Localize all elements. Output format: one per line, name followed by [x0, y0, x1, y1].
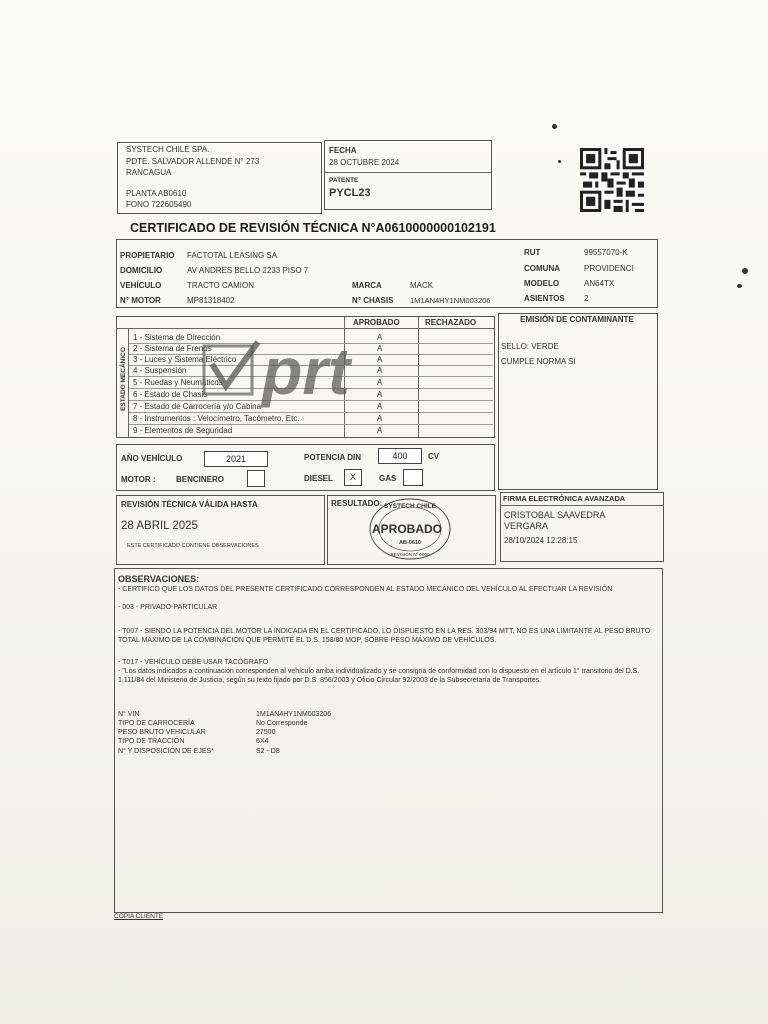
stamp-bottom-text: REVISIÓN Nº 0000 — [390, 552, 430, 557]
result-value: APROBADO — [372, 522, 443, 536]
domicilio-label: DOMICILIO — [120, 266, 163, 275]
mech-item-mark: A — [377, 355, 383, 364]
mech-item-mark: A — [377, 378, 383, 387]
emission-title: EMISIÓN DE CONTAMINANTE — [520, 315, 634, 324]
modelo-value: AN64TX — [584, 279, 615, 288]
motor-value: MP81318402 — [187, 296, 235, 305]
observations-title: OBSERVACIONES: — [118, 574, 200, 584]
observation-line: - 003 - PRIVADO-PARTICULAR — [118, 604, 218, 611]
rut-label: RUT — [524, 248, 541, 257]
detail-label: N° VIN — [118, 711, 140, 718]
modelo-label: MODELO — [524, 279, 560, 288]
detail-value: S2 - D8 — [256, 748, 280, 755]
anio-value: 2021 — [204, 451, 268, 467]
mech-item-mark: A — [377, 426, 383, 435]
detail-value: 1M1AN4HY1NM003206 — [256, 711, 332, 718]
mech-item-label: 4 - Suspensión — [133, 366, 187, 375]
observations-box — [114, 568, 663, 913]
emission-box — [498, 313, 658, 490]
company-city: RANCAGUA — [126, 168, 172, 177]
signature-name-2: VERGARA — [504, 521, 549, 531]
aprobado-header: APROBADO — [353, 318, 400, 327]
motor-type-label: MOTOR : — [121, 475, 156, 484]
mech-item-label: 3 - Luces y Sistema Eléctrico — [133, 355, 237, 364]
prt-logo-text: prt — [262, 336, 350, 408]
gas-checkbox — [403, 469, 423, 486]
mech-item-mark: A — [377, 333, 383, 342]
divider — [324, 172, 491, 173]
marca-label: MARCA — [352, 281, 382, 290]
validity-note: ESTE CERTIFICADO CONTIENE OBSERVACIONES — [127, 543, 259, 549]
potencia-label: POTENCIA DIN — [304, 453, 362, 462]
diesel-label: DIESEL — [304, 474, 333, 483]
anio-label: AÑO VEHÍCULO — [121, 454, 183, 463]
rut-value: 99557070-K — [584, 248, 628, 257]
mech-item-label: 7 - Estado de Carrocería y/o Cabina — [133, 402, 262, 411]
mech-item-mark: A — [377, 414, 383, 423]
divider — [129, 424, 493, 425]
asientos-label: ASIENTOS — [524, 294, 565, 303]
domicilio-value: AV ANDRES BELLO 2233 PISO 7 — [187, 266, 309, 275]
marca-value: MACK — [410, 281, 434, 290]
chasis-label: N° CHASIS — [352, 296, 394, 305]
qr-code-icon — [580, 148, 644, 212]
mech-item-label: 5 - Ruedas y Neumáticos — [133, 378, 223, 387]
bencinero-label: BENCINERO — [176, 475, 225, 484]
prt-logo-icon — [202, 336, 408, 408]
mech-item-label: 9 - Elementos de Seguridad — [133, 426, 233, 435]
observation-line: - T007 - SIENDO LA POTENCIA DEL MOTOR LA INDICADA EN EL CERTIFICADO, LO DISPUESTO EN LA RES. 303/94 MTT, NO ES UNA LIMITANTE AL PESO BRUTO TOTAL MÁXIMO DE LA COMBINACIÓN QUE PERMITE EL D.S. 158/80 MOP, SOBRE PESO MÁXIMO DE VEHÍCULOS. — [118, 628, 651, 644]
detail-value: 6X4 — [256, 738, 269, 745]
stamp-top-text: SYSTECH CHILE — [383, 503, 437, 510]
detail-value: No Corresponde — [256, 720, 308, 727]
propietario-value: FACTOTAL LEASING SA — [187, 251, 278, 260]
company-phone: FONO 722605490 — [126, 200, 192, 209]
asientos-value: 2 — [584, 294, 589, 303]
validity-label: REVISIÓN TÉCNICA VÁLIDA HASTA — [121, 500, 258, 509]
company-address: PDTE. SALVADOR ALLENDE N° 273 — [126, 157, 260, 166]
fecha-value: 28 OCTUBRE 2024 — [329, 158, 400, 167]
chasis-value: 1M1AN4HY1NM003206 — [410, 296, 491, 305]
vehiculo-label: VEHÍCULO — [120, 281, 162, 290]
divider — [116, 328, 494, 329]
ink-speck — [742, 268, 748, 274]
mech-item-label: 8 - Instrumentos : Velocímetro, Tacómetro, Etc. — [133, 414, 300, 423]
result-label: RESULTADO: — [331, 499, 383, 508]
ink-speck — [558, 160, 561, 163]
vehiculo-value: TRACTO CAMION — [187, 281, 254, 290]
mechanical-side-label: ESTADO MECÁNICO — [120, 347, 127, 411]
mech-item-mark: A — [377, 390, 383, 399]
motor-label: N° MOTOR — [120, 296, 161, 305]
ink-speck — [737, 284, 742, 288]
mech-item-mark: A — [377, 344, 383, 353]
comuna-value: PROVIDENCI — [584, 264, 634, 273]
mech-item-mark: A — [377, 402, 383, 411]
detail-label: N° Y DISPOSICIÓN DE EJES* — [118, 748, 214, 755]
gas-label: GAS — [379, 474, 397, 483]
patente-value: PYCL23 — [329, 187, 371, 199]
certificate-title: CERTIFICADO DE REVISIÓN TÉCNICA N°A0610000000102191 — [130, 221, 496, 235]
observation-line: - "Los datos indicados a continuación corresponden al vehículo arriba individualizado y se consigna de conformidad con lo dispuesto en el artículo 1° transitorio del D.S. 1.111/84 del Ministerio de Justicia, según su texto fijado por D.S. 856/2003 y Oficio Circular 92/2003 de la Subsecretaría de Transportes. — [118, 668, 640, 684]
diesel-checkbox: X — [344, 469, 362, 486]
divider — [129, 412, 493, 413]
signature-label: FIRMA ELECTRÓNICA AVANZADA — [503, 494, 626, 503]
stamp-code: AB-0610 — [398, 540, 422, 546]
mech-item-mark: A — [377, 366, 383, 375]
comuna-label: COMUNA — [524, 264, 560, 273]
potencia-value: 400 — [378, 448, 422, 464]
ink-speck — [552, 124, 557, 129]
emission-sello: SELLO: VERDE — [501, 342, 559, 351]
detail-value: 27500 — [256, 729, 276, 736]
emission-norma: CUMPLE NORMA SI — [501, 357, 576, 366]
company-plant: PLANTA AB0610 — [126, 189, 187, 198]
company-name: SYSTECH CHILE SPA. — [126, 145, 210, 154]
detail-label: TIPO DE CARROCERÍA — [118, 720, 195, 727]
bencinero-checkbox — [247, 470, 265, 487]
divider — [128, 328, 129, 437]
detail-label: PESO BRUTO VEHICULAR — [118, 729, 206, 736]
fecha-label: FECHA — [329, 146, 357, 155]
mech-item-label: 6 - Estado de Chasis — [133, 390, 208, 399]
signature-name-1: CRISTOBAL SAAVEDRA — [504, 510, 606, 520]
rechazado-header: RECHAZADO — [425, 318, 477, 327]
propietario-label: PROPIETARIO — [120, 251, 175, 260]
potencia-unit: CV — [428, 452, 440, 461]
mech-item-label: 1 - Sistema de Dirección — [133, 333, 221, 342]
footer-copy-label: COPIA CLIENTE — [114, 913, 164, 920]
validity-date: 28 ABRIL 2025 — [121, 520, 198, 532]
patente-label: PATENTE — [329, 177, 359, 184]
observation-line: - CERTIFICO QUE LOS DATOS DEL PRESENTE CERTIFICADO CORRESPONDEN AL ESTADO MECÁNICO DEL VEHÍCULO AL EFECTUAR LA REVISIÓN — [118, 586, 613, 593]
mech-item-label: 2 - Sistema de Frenos — [133, 344, 212, 353]
signature-datetime: 28/10/2024 12:28:15 — [504, 536, 578, 545]
detail-label: TIPO DE TRACCIÓN — [118, 738, 185, 745]
observation-line: - T017 - VEHÍCULO DEBE USAR TACÓGRAFO — [118, 659, 269, 666]
divider — [500, 505, 663, 506]
